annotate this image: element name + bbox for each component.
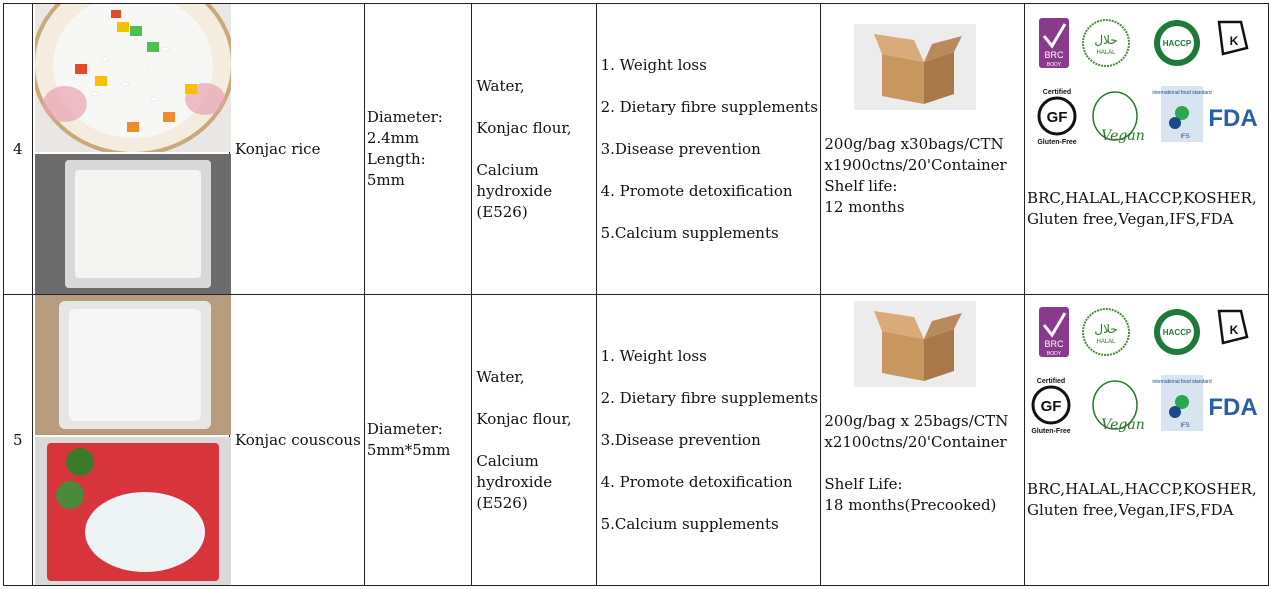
gluten-free-logo xyxy=(1031,378,1070,435)
svg-text:Gluten-Free: Gluten-Free xyxy=(1037,139,1077,146)
function-item: 4. Promote detoxification xyxy=(600,472,793,491)
kosher-logo xyxy=(1219,311,1247,343)
ingredient: Calcium hydroxide (E526) xyxy=(476,451,553,512)
function-item: 3.Disease prevention xyxy=(600,430,761,449)
konjac-couscous-bag-image xyxy=(35,295,231,435)
halal-logo xyxy=(1083,309,1129,355)
ifs-logo xyxy=(1152,86,1211,142)
svg-text:international food standard: international food standard xyxy=(1152,90,1212,96)
packing-line: 200g/bag x30bags/CTN xyxy=(824,135,1004,153)
fda-logo xyxy=(1208,105,1257,132)
svg-text:FDA: FDA xyxy=(1208,105,1258,132)
product-certifications xyxy=(1025,295,1269,586)
row-number: 4 xyxy=(4,4,33,295)
function-item: 1. Weight loss xyxy=(600,55,707,74)
svg-text:Gluten-Free: Gluten-Free xyxy=(1031,428,1071,435)
product-images xyxy=(32,4,229,295)
svg-text:FDA: FDA xyxy=(1208,394,1258,421)
function-item: 2. Dietary fibre supplements xyxy=(600,388,818,407)
product-packing xyxy=(821,4,1025,295)
row-number: 5 xyxy=(4,295,33,586)
size-line: 5mm xyxy=(366,171,405,189)
konjac-couscous-plate-image xyxy=(35,437,231,585)
ifs-logo xyxy=(1152,375,1211,431)
product-table xyxy=(3,3,1269,586)
size-line: Length: xyxy=(366,150,426,168)
ingredient: Water, xyxy=(476,367,525,386)
product-packing xyxy=(821,295,1025,586)
cert-text-line: Gluten free,Vegan,IFS,FDA xyxy=(1027,501,1234,519)
packing-line: Shelf Life: xyxy=(824,475,903,493)
svg-text:Vegan: Vegan xyxy=(1101,128,1145,144)
svg-text:K: K xyxy=(1229,34,1239,48)
halal-logo xyxy=(1083,20,1129,66)
svg-text:GF: GF xyxy=(1040,398,1062,415)
product-name: Konjac rice xyxy=(229,4,364,295)
svg-text:Certified: Certified xyxy=(1036,378,1066,385)
carton-box-image xyxy=(854,24,976,110)
product-size xyxy=(364,295,472,586)
function-item: 2. Dietary fibre supplements xyxy=(600,97,818,116)
svg-text:IFS: IFS xyxy=(1180,423,1190,429)
packing-line: 12 months xyxy=(824,198,905,216)
certification-logos xyxy=(1027,307,1263,457)
table-row xyxy=(4,4,1269,295)
ingredient: Calcium hydroxide (E526) xyxy=(476,160,553,221)
brc-logo xyxy=(1039,307,1069,357)
size-line: Diameter: xyxy=(366,420,443,438)
haccp-logo xyxy=(1154,20,1200,66)
cert-text-line: BRC,HALAL,HACCP,KOSHER, xyxy=(1027,189,1257,207)
product-functions xyxy=(596,295,821,586)
svg-text:حلال: حلال xyxy=(1094,33,1118,47)
packing-line: 18 months(Precooked) xyxy=(824,496,997,514)
product-images xyxy=(32,295,229,586)
size-line: 5mm*5mm xyxy=(366,441,451,459)
svg-text:international food standard: international food standard xyxy=(1152,379,1212,385)
certification-logos xyxy=(1027,18,1263,168)
svg-text:BRC: BRC xyxy=(1044,50,1064,60)
packing-line: x2100ctns/20'Container xyxy=(824,433,1007,451)
svg-text:GF: GF xyxy=(1046,109,1068,126)
packing-line: x1900ctns/20'Container xyxy=(824,156,1007,174)
fda-logo xyxy=(1208,394,1257,421)
function-item: 4. Promote detoxification xyxy=(600,181,793,200)
svg-text:HACCP: HACCP xyxy=(1162,39,1192,48)
svg-text:Vegan: Vegan xyxy=(1101,417,1145,433)
konjac-rice-bag-image xyxy=(35,154,231,294)
svg-text:IFS: IFS xyxy=(1180,134,1190,140)
carton-box-image xyxy=(854,301,976,387)
konjac-rice-plate-image xyxy=(35,4,231,152)
ingredient: Konjac flour, xyxy=(476,409,572,428)
table-row xyxy=(4,295,1269,586)
svg-text:K: K xyxy=(1229,323,1239,337)
product-ingredients xyxy=(472,295,596,586)
packing-line: 200g/bag x 25bags/CTN xyxy=(824,412,1009,430)
svg-text:HACCP: HACCP xyxy=(1162,328,1192,337)
svg-text:BRC: BRC xyxy=(1044,339,1064,349)
product-size xyxy=(364,4,472,295)
packing-line: Shelf life: xyxy=(824,177,898,195)
svg-text:HALAL: HALAL xyxy=(1096,339,1116,345)
product-ingredients xyxy=(472,4,596,295)
vegan-logo xyxy=(1093,92,1145,144)
svg-text:Certified: Certified xyxy=(1042,89,1072,96)
ingredient: Konjac flour, xyxy=(476,118,572,137)
svg-text:BODY: BODY xyxy=(1046,351,1062,357)
function-item: 1. Weight loss xyxy=(600,346,707,365)
svg-text:حلال: حلال xyxy=(1094,322,1118,336)
function-item: 3.Disease prevention xyxy=(600,139,761,158)
svg-text:BODY: BODY xyxy=(1046,62,1062,68)
gluten-free-logo xyxy=(1037,89,1076,146)
product-certifications xyxy=(1025,4,1269,295)
packing-line xyxy=(824,453,1024,474)
function-item: 5.Calcium supplements xyxy=(600,223,779,242)
ingredient: Water, xyxy=(476,76,525,95)
haccp-logo xyxy=(1154,309,1200,355)
product-name: Konjac couscous xyxy=(229,295,364,586)
cert-text-line: BRC,HALAL,HACCP,KOSHER, xyxy=(1027,480,1257,498)
size-line: Diameter: xyxy=(366,108,443,126)
kosher-logo xyxy=(1219,22,1247,54)
function-item: 5.Calcium supplements xyxy=(600,514,779,533)
brc-logo xyxy=(1039,18,1069,68)
product-functions xyxy=(596,4,821,295)
vegan-logo xyxy=(1093,381,1145,433)
cert-text-line: Gluten free,Vegan,IFS,FDA xyxy=(1027,210,1234,228)
svg-text:HALAL: HALAL xyxy=(1096,50,1116,56)
size-line: 2.4mm xyxy=(366,129,420,147)
